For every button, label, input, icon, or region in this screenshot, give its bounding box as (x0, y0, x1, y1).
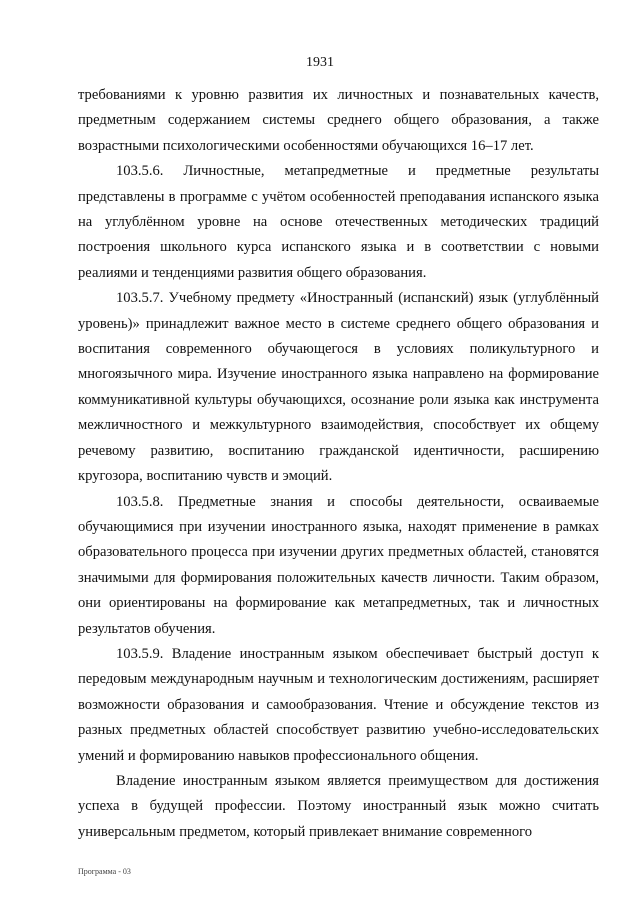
paragraph-103-5-6: 103.5.6. Личностные, метапредметные и предметные результаты представлены в программе с учётом особенностей преподавания испанского языка на углублённом уровне на основе отечественных методических традиций построения школьного курса испанского языка и в соответствии с новыми реалиями и тенденциями развития общего образования. (78, 163, 599, 281)
page-number: 1931 (306, 55, 334, 70)
paragraph-language-advantage: Владение иностранным языком является преимуществом для достижения успеха в будущей профессии. Поэтому иностранный язык можно считать универсальным предметом, который привлекает внимание современного (78, 772, 599, 840)
paragraph-103-5-7: 103.5.7. Учебному предмету «Иностранный (испанский) язык (углублённый уровень)» принадлежит важное место в системе среднего общего образования и воспитания современного обучающегося в условиях поликультурного и многоязычного мира. Изучение иностранного языка направлено на формирование коммуникативной культуры обучающихся, осознание роли языка как инструмента межличностного и межкультурного взаимодействия, способствует их общему речевому развитию, воспитанию гражданской идентичности, расширению кругозора, воспитанию чувств и эмоций. (78, 290, 599, 485)
paragraph-103-5-8: 103.5.8. Предметные знания и способы деятельности, осваиваемые обучающимися при изучении иностранного языка, находят применение в рамках образовательного процесса при изучении других предметных областей, становятся значимыми для формирования положительных качеств личности. Таким образом, они ориентированы на формирование как метапредметных, так и личностных результатов обучения. (78, 493, 599, 637)
paragraph-continuation: требованиями к уровню развития их личностных и познавательных качеств, предметным содержанием системы среднего общего образования, а также возрастными психологическими особенностями обучающихся 16–17 лет. (78, 87, 599, 154)
footer-label: Программа - 03 (78, 867, 131, 876)
document-body (78, 83, 599, 845)
paragraph-103-5-9: 103.5.9. Владение иностранным языком обеспечивает быстрый доступ к передовым международным научным и технологическим достижениям, расширяет возможности образования и самообразования. Чтение и обсуждение текстов из разных предметных областей способствует развитию учебно-исследовательских умений и формированию навыков профессионального общения. (78, 645, 599, 764)
